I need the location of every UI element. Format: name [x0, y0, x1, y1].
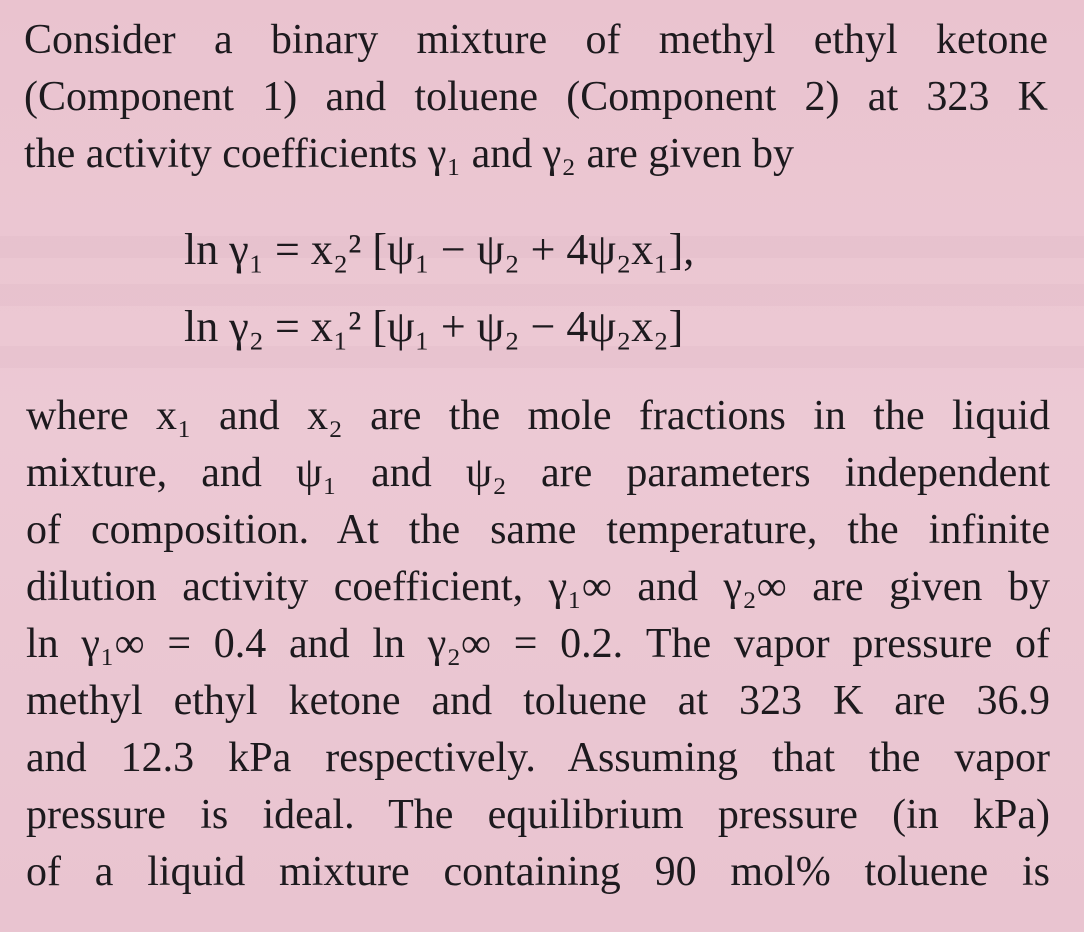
text-line: and 12.3 kPa respectively. Assuming that the vapor	[26, 735, 1050, 781]
text-line: of a liquid mixture containing 90 mol% toluene is	[26, 849, 1050, 895]
text-line: methyl ethyl ketone and toluene at 323 K are 36.9	[26, 678, 1050, 724]
problem-body-paragraph	[26, 388, 1050, 901]
text-line: ln γ₁∞ = 0.4 and ln γ₂∞ = 0.2. The vapor pressure of	[26, 621, 1050, 667]
text-line: of composition. At the same temperature, the infinite	[26, 507, 1050, 553]
text-line: where x₁ and x₂ are the mole fractions in the liquid	[26, 393, 1050, 439]
equation-ln-gamma-1: ln γ₁ = x₂² [ψ₁ − ψ₂ + 4ψ₂x₁],	[184, 225, 695, 274]
text-line: the activity coefficients γ₁ and γ₂ are given by	[24, 131, 795, 177]
text-line: dilution activity coefficient, γ₁∞ and γ₂∞ are given by	[26, 564, 1050, 610]
text-line: mixture, and ψ₁ and ψ₂ are parameters independent	[26, 450, 1050, 496]
equation-ln-gamma-2: ln γ₂ = x₁² [ψ₁ + ψ₂ − 4ψ₂x₂]	[184, 302, 684, 351]
text-line: Consider a binary mixture of methyl ethyl ketone	[24, 17, 1048, 63]
text-line: (Component 1) and toluene (Component 2) at 323 K	[24, 74, 1048, 120]
problem-intro-paragraph	[24, 12, 1048, 183]
text-line: pressure is ideal. The equilibrium pressure (in kPa)	[26, 792, 1050, 838]
